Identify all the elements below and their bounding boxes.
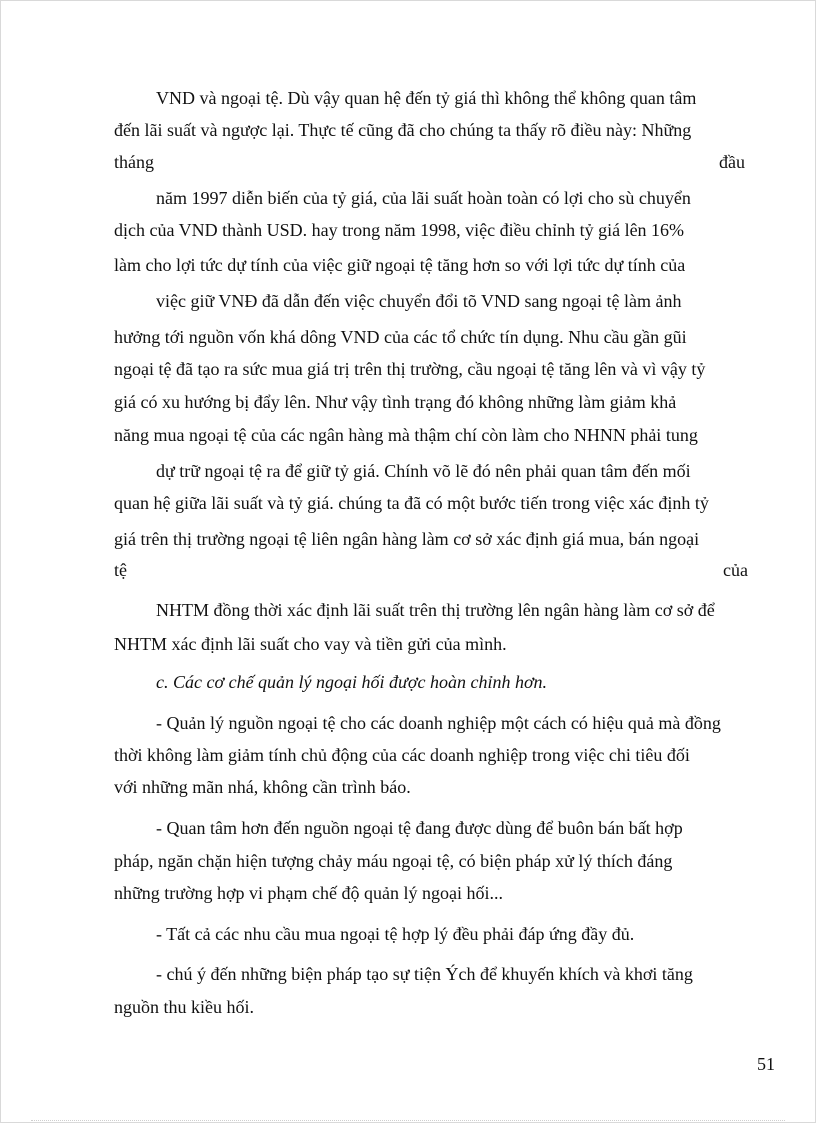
text-line: tháng [114,152,154,172]
text-line: NHTM đồng thời xác định lãi suất trên thị trường lên ngân hàng làm cơ sở để [156,600,715,620]
text-line: giá trên thị trường ngoại tệ liên ngân hàng làm cơ sở xác định giá mua, bán ngoại [114,529,700,549]
text-line: những trường hợp vi phạm chế độ quản lý ngoại hối... [114,883,503,903]
footer-divider [31,1120,785,1121]
text-line: việc giữ VNĐ đã dẫn đến việc chuyển đổi tõ VND sang ngoại tệ làm ảnh [156,291,682,311]
text-line: dự trữ ngoại tệ ra để giữ tỷ giá. Chính võ lẽ đó nên phải quan tâm đến mối [156,461,691,481]
text-line: năng mua ngoại tệ của các ngân hàng mà thậm chí còn làm cho NHNN phải tung [114,425,698,445]
text-line: thời không làm giảm tính chủ động của các doanh nghiệp trong việc chi tiêu đối [114,745,690,765]
text-line: đến lãi suất và ngược lại. Thực tế cũng đã cho chúng ta thấy rõ điều này: Những [114,120,692,140]
text-line: tệ [114,560,127,580]
text-line: đầu [719,152,745,172]
text-line: hưởng tới nguồn vốn khá dông VND của các tổ chức tín dụng. Nhu cầu gần gũi [114,327,687,347]
text-line: với những mãn nhá, không cần trình báo. [114,777,411,797]
text-line: - Quan tâm hơn đến nguồn ngoại tệ đang được dùng để buôn bán bất hợp [156,818,683,838]
text-line: - chú ý đến những biện pháp tạo sự tiện Ých để khuyến khích và khơi tăng [156,964,693,984]
section-heading: c. Các cơ chế quản lý ngoại hối được hoàn chỉnh hơn. [156,672,548,692]
page-number: 51 [757,1054,775,1074]
text-line: giá có xu hướng bị đẩy lên. Như vậy tình trạng đó không những làm giảm khả [114,392,677,412]
text-line: quan hệ giữa lãi suất và tỷ giá. chúng ta đã có một bước tiến trong việc xác định tỷ [114,493,709,513]
text-line: pháp, ngăn chặn hiện tượng chảy máu ngoại tệ, có biện pháp xử lý thích đáng [114,851,673,871]
text-line: năm 1997 diễn biến của tỷ giá, của lãi suất hoàn toàn có lợi cho sù chuyển [156,188,691,208]
text-line: làm cho lợi tức dự tính của việc giữ ngoại tệ tăng hơn so với lợi tức dự tính của [114,255,686,275]
text-line: dịch của VND thành USD. hay trong năm 1998, việc điều chỉnh tỷ giá lên 16% [114,220,685,240]
text-line: VND và ngoại tệ. Dù vậy quan hệ đến tỷ giá thì không thể không quan tâm [156,88,697,108]
text-line: ngoại tệ đã tạo ra sức mua giá trị trên thị trường, cầu ngoại tệ tăng lên và vì vậy tỷ [114,359,706,379]
text-line: nguồn thu kiều hối. [114,997,254,1017]
text-line: NHTM xác định lãi suất cho vay và tiền gửi của mình. [114,634,507,654]
text-line: - Tất cả các nhu cầu mua ngoại tệ hợp lý đều phải đáp ứng đầy đủ. [156,924,635,944]
text-line: của [723,560,748,580]
text-line: - Quản lý nguồn ngoại tệ cho các doanh nghiệp một cách có hiệu quả mà đồng [156,713,721,733]
